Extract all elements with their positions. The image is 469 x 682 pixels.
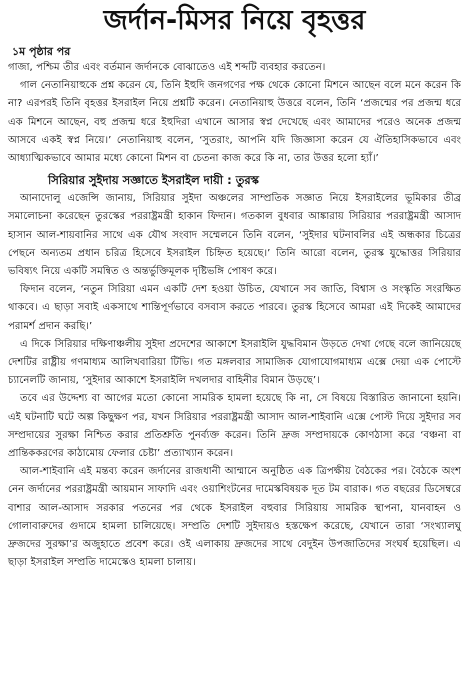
article-paragraph: এ দিকে সিরিয়ার দক্ষিণাঞ্চলীয় সুইদা প্রদেশের আকাশে ইসরাইলি যুদ্ধবিমান উড়তে দেখা গেছে বলে জানিয়েছে দেশটির রাষ্ট্রীয় গণমাধ্যম আলিখবারিয়া টিভি। গত মঙ্গলবার সামাজিক যোগাযোগমাধ্যম এক্সে দেয়া এক পোস্টে চ্যানেলটি জানায়, ‘সুইদার আকাশে ইসরাইলি দখলদার বাহিনীর বিমান উড়ছে’।	[8, 338, 461, 387]
article-paragraph: আনাদোলু এজেন্সি জানায়, সিরিয়ার সুইদা অঞ্চলের সাম্প্রতিক সজ্ঞাত নিয়ে ইসরাইলের ভূমিকার তীব্র সমালোচনা করেছেন তুরস্কের পররাষ্ট্রমন্ত্রী হাকান ফিদান। গতকাল বুধবার আঙ্কারায় সিরিয়ার পররাষ্ট্রমন্ত্রী আসাদ হাসান আল-শায়বানির সাথে এক যৌথ সংবাদ সম্মেলনে তিনি বলেন, ‘সুইদার ঘটনাবলির এই অন্ধকার চিত্রের পেছনে অন্যতম প্রধান চরিত্র হিসেবে ইসরাইল চিহ্নিত হয়েছে।’ তিনি আরো বলেন, তুরস্ক যুদ্ধোত্তর সিরিয়ার ভবিষ্যৎ নিয়ে একটি সমন্বিত ও অন্তর্ভুক্তিমূলক দৃষ্টিভঙ্গি পোষণ করে।	[8, 193, 461, 278]
article-paragraph: তবে এর উদ্দেশ্য বা আগের মতো কোনো সামরিক হামলা হয়েছে কি না, সে বিষয়ে বিস্তারিত জানানো হয়নি। এই ঘটনাটি ঘটে অল্প কিছুক্ষণ পর, যখন সিরিয়ার পররাষ্ট্রমন্ত্রী আসাদ আল-শাইবানি এক্সে পোস্ট দিয়ে সুইদার সব সম্প্রদায়ের সুরক্ষা নিশ্চিত করার প্রতিশ্রুতি পুনর্ব্যক্ত করেন। তিনি দ্রুজ সম্প্রদায়কে কোণঠাসা করে ‘বঞ্চনা বা প্রান্তিককরণের কাঠামোয় ফেলার চেষ্টা’ প্রত্যাখ্যান করেন।	[8, 393, 461, 460]
article-paragraph: আল-শাইবানি এই মন্তব্য করেন জর্দানের রাজধানী আম্মানে অনুষ্ঠিত এক ত্রিপক্ষীয় বৈঠকের পর। বৈঠকে অংশ নেন জর্দানের পররাষ্ট্রমন্ত্রী আয়মান সাফাদি এবং ওয়াশিংটনের দামেস্কবিষয়ক দূত টম বারাক। গত বছরের ডিসেম্বরে বাশার আল-আসাদ সরকার পতনের পর থেকে ইসরাইল বহুবার সিরিয়ায় সামরিক স্থাপনা, যানবাহন ও গোলাবারুদের গুদামে হামলা চালিয়েছে। সম্প্রতি দেশটি সুইদায়ও হস্তক্ষেপ করেছে, যেখানে তারা ‘সংখ্যালঘু দ্রুজদের সুরক্ষা’র অজুহাতে প্রবেশ করে। ওই এলাকায় দ্রুজদের সাথে বেদুইন উপজাতিদের সংঘর্ষ হয়েছিল। এ ছাড়া ইসরাইল সম্প্রতি দামেস্কেও হামলা চালায়।	[8, 466, 461, 569]
article-paragraph: গাজা, পশ্চিম তীর এবং বর্তমান জর্দানকে বোঝাতেও এই শব্দটি ব্যবহার করতেন।	[8, 62, 326, 73]
article-paragraph: গাল নেতানিয়াহুকে প্রশ্ন করেন যে, তিনি ইহুদি জনগণের পক্ষ থেকে কোনো মিশনে আছেন বলে মনে করেন কি না? এরপরই তিনি বৃহত্তর ইসরাইল নিয়ে প্রশ্নটি করেন। নেতানিয়াহু উত্তরে বলেন, তিনি ‘প্রজন্মের পর প্রজন্ম ধরে এক মিশনে আছেন, বহু প্রজন্ম ধরে ইহুদিরা এখানে আসার স্বপ্ন দেখেছে এবং আমাদের পরেও অনেক প্রজন্ম আসবে একই স্বপ্ন নিয়ে।’ নেতানিয়াহু বলেন, ‘সুতরাং, আপনি যদি জিজ্ঞাসা করেন যে ঐতিহাসিকভাবে এবং আধ্যাত্মিকভাবে আমার মধ্যে কোনো মিশন বা চেতনা কাজ করে কি না, তার উত্তর হলো হ্যাঁ।’	[8, 80, 461, 165]
subheading: সিরিয়ার সুইদায় সজ্ঞাতে ইসরাইল দায়ী : তুরস্ক	[48, 173, 259, 188]
continued-from-label: ১ম পৃষ্ঠার পর	[12, 45, 71, 58]
headline: জর্দান-মিসর নিয়ে বৃহত্তর	[103, 5, 366, 36]
article-paragraph: ফিদান বলেন, ‘নতুন সিরিয়া এমন একটি দেশ হওয়া উচিত, যেখানে সব জাতি, বিশ্বাস ও সংস্কৃতি সংরক্ষিত থাকবে। এ ছাড়া সবাই একসাথে শান্তিপূর্ণভাবে বসবাস করতে পারবে। তুরস্ক হিসেবে আমরা এই দিকেই আমাদের পরামর্শ প্রদান করছি।’	[8, 284, 461, 332]
